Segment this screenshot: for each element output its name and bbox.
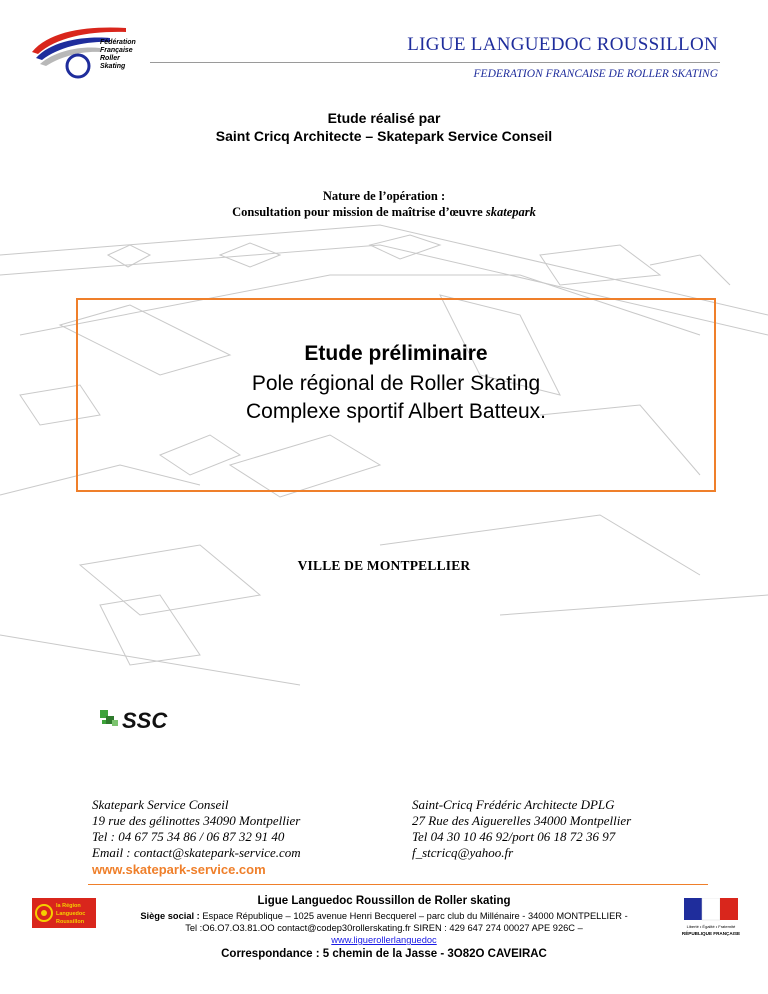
logo-text-4: Skating [100,63,126,70]
rf-logo-name: RÉPUBLIQUE FRANÇAISE [681,931,741,936]
project-location: Complexe sportif Albert Batteux. [246,400,546,423]
project-name: Pole régional de Roller Skating [251,372,541,395]
study-title: Etude préliminaire [304,342,488,365]
email-right: f_stcricq@yahoo.fr [412,845,514,860]
footer-seat-text: Espace République – 1025 avenue Henri Becquerel – parc club du Millénaire - 34000 MONTPELLIER - [199,911,628,921]
company-name-right: Saint-Cricq Frédéric Architecte DPLG [412,797,615,812]
federation-logo [30,22,150,80]
logo-text-2: Française [100,47,133,54]
footer-website-link[interactable]: www.liguerollerlanguedoc [331,935,437,945]
footer-title: Ligue Languedoc Roussillon de Roller skating [257,895,511,907]
region-logo-text-2: Languedoc [56,911,86,917]
region-logo-text-3: Roussillon [56,919,85,925]
operation-nature-italic: skatepark [485,205,536,219]
operation-nature-label: Nature de l’opération : [322,189,446,203]
left-contact-block [92,797,301,861]
ssc-logo-text: SSC [122,708,168,732]
footer-seat-label: Siège social : [140,911,200,921]
city-name: VILLE DE MONTPELLIER [297,558,471,573]
footer-divider [88,884,708,885]
website-link[interactable]: www.skatepark-service.com [92,862,266,877]
right-contact-block [412,797,631,861]
region-logo-text-1: la Région [56,903,81,909]
footer-contact-line: Tel :O6.O7.O3.81.OO contact@codep30rollerskating.fr SIREN : 429 647 274 00027 APE 926C – [185,923,583,933]
league-title: LIGUE LANGUEDOC ROUSSILLON [407,34,718,55]
phone-left: Tel : 04 67 75 34 86 / 06 87 32 91 40 [92,829,285,844]
phone-right: Tel 04 30 10 46 92/port 06 18 72 36 97 [412,829,616,844]
logo-text-1: Fédération [100,39,136,46]
footer-correspondence: Correspondance : 5 chemin de la Jasse - 3O82O CAVEIRAC [221,948,547,960]
header-divider [150,62,720,63]
operation-nature-main: Consultation pour mission de maîtrise d’œuvre [232,205,486,219]
title-box [76,298,716,492]
study-by-label: Etude réalisé par [327,110,441,126]
rf-logo-motto: Liberté • Égalité • Fraternité [686,924,736,929]
address-right: 27 Rue des Aiguerelles 34000 Montpellier [412,813,632,828]
federation-subtitle: FEDERATION FRANCAISE DE ROLLER SKATING [473,68,718,80]
address-left: 19 rue des gélinottes 34090 Montpellier [92,813,301,828]
study-authors: Saint Cricq Architecte – Skatepark Service Conseil [215,128,553,144]
company-name-left: Skatepark Service Conseil [92,797,229,812]
ssc-logo [100,706,240,732]
footer-headquarters [0,911,768,921]
email-left: Email : contact@skatepark-service.com [92,845,301,860]
logo-text-3: Roller [100,55,120,62]
